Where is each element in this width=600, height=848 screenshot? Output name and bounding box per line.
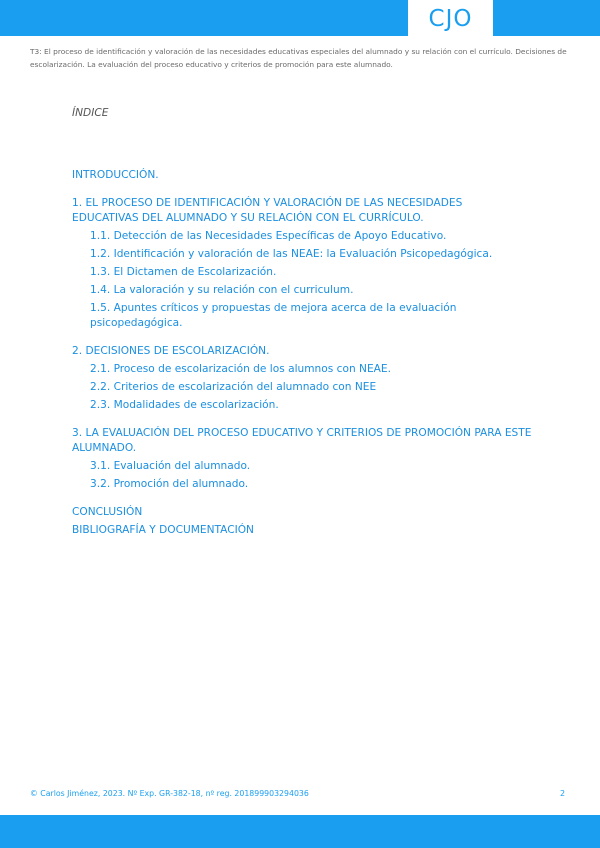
toc-bibliography[interactable]: BIBLIOGRAFÍA Y DOCUMENTACIÓN: [72, 524, 254, 536]
toc-section-2[interactable]: 2. DECISIONES DE ESCOLARIZACIÓN.: [72, 345, 270, 357]
toc-item-2-3[interactable]: 2.3. Modalidades de escolarización.: [90, 399, 279, 411]
page-number: 2: [560, 789, 566, 798]
top-banner: [0, 0, 600, 36]
footer-copyright: © Carlos Jiménez, 2023. Nº Exp. GR-382-18, nº reg. 201899903294036: [30, 789, 309, 798]
toc-item-1-3[interactable]: 1.3. El Dictamen de Escolarización.: [90, 266, 277, 278]
toc-item-2-2[interactable]: 2.2. Criterios de escolarización del alumnado con NEE: [90, 381, 377, 393]
bottom-banner: [0, 815, 600, 848]
index-title: ÍNDICE: [72, 107, 109, 119]
toc-item-3-2[interactable]: 3.2. Promoción del alumnado.: [90, 478, 249, 490]
toc-item-1-4[interactable]: 1.4. La valoración y su relación con el curriculum.: [90, 284, 354, 296]
toc-item-1-5[interactable]: 1.5. Apuntes críticos y propuestas de mejora acerca de la evaluación psicopedagógica.: [90, 302, 457, 329]
document-header: T3: El proceso de identificación y valoración de las necesidades educativas especiales del alumnado y su relación con el currículo. Decisiones de escolarización. La evaluación del proceso educativo y criterios de promoción para este alumnado.: [30, 47, 567, 69]
toc-item-3-1[interactable]: 3.1. Evaluación del alumnado.: [90, 460, 251, 472]
toc-item-1-1[interactable]: 1.1. Detección de las Necesidades Específicas de Apoyo Educativo.: [90, 230, 447, 242]
toc-introduction[interactable]: INTRODUCCIÓN.: [72, 169, 159, 181]
toc-section-1[interactable]: 1. EL PROCESO DE IDENTIFICACIÓN Y VALORACIÓN DE LAS NECESIDADES EDUCATIVAS DEL ALUMNADO Y SU RELACIÓN CON EL CURRÍCULO.: [72, 197, 463, 224]
table-of-contents: [72, 168, 532, 538]
toc-item-2-1[interactable]: 2.1. Proceso de escolarización de los alumnos con NEAE.: [90, 363, 391, 375]
logo: [408, 0, 493, 37]
logo-text: CJO: [428, 5, 473, 32]
toc-section-3[interactable]: 3. LA EVALUACIÓN DEL PROCESO EDUCATIVO Y CRITERIOS DE PROMOCIÓN PARA ESTE ALUMNADO.: [72, 427, 532, 454]
toc-item-1-2[interactable]: 1.2. Identificación y valoración de las NEAE: la Evaluación Psicopedagógica.: [90, 248, 493, 260]
toc-conclusion[interactable]: CONCLUSIÓN: [72, 506, 143, 518]
